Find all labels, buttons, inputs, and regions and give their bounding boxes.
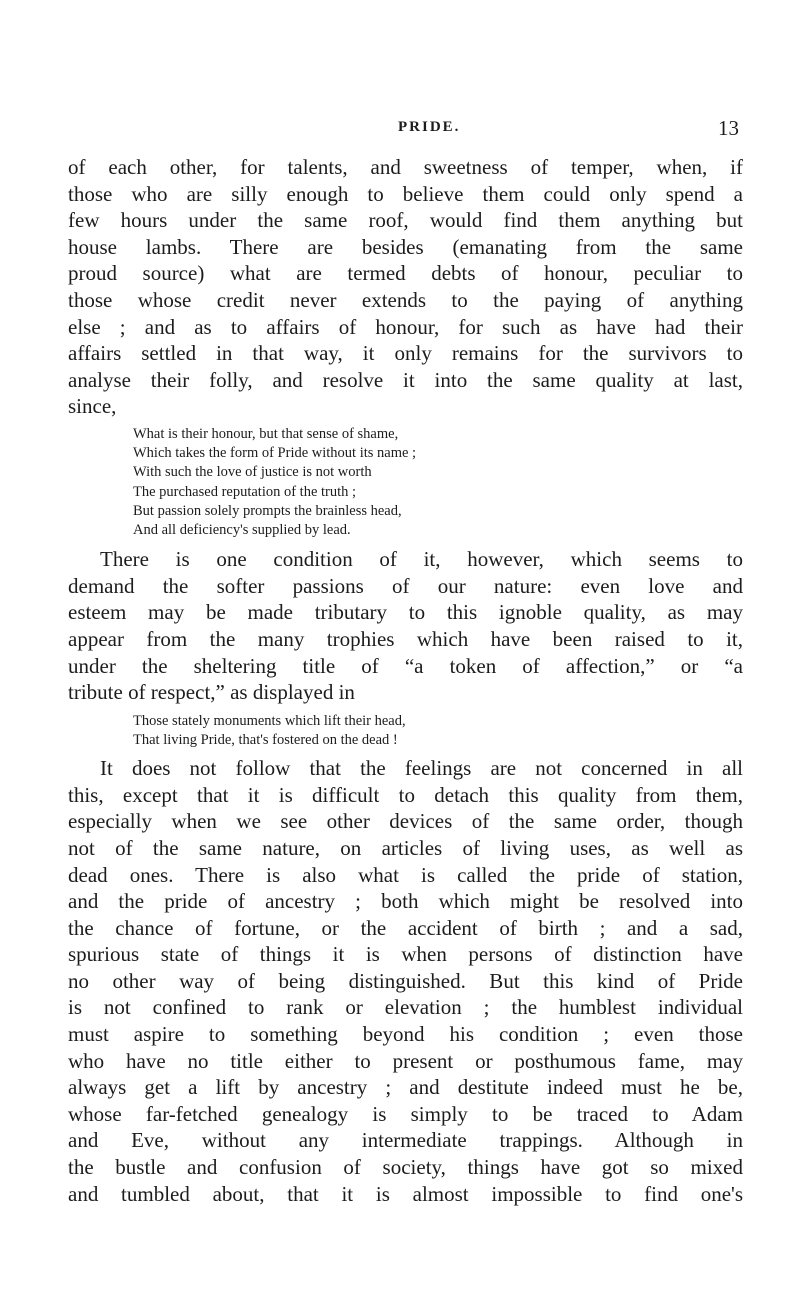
paragraph-2 [68, 546, 743, 706]
verse-quote-2 [68, 712, 743, 750]
text-line: since, [68, 394, 117, 419]
verse-line: With such the love of justice is not worth [133, 464, 372, 481]
text-line: analyse their folly, and resolve it into the same quality at last, [68, 367, 743, 392]
text-line: under the sheltering title of “a token of affection,” or “a [68, 653, 743, 678]
text-line: the chance of fortune, or the accident of birth ; and a sad, [68, 915, 743, 940]
verse-line: Which takes the form of Pride without its name ; [133, 445, 417, 462]
text-line: no other way of being distinguished. But this kind of Pride [68, 968, 743, 993]
text-line: not of the same nature, on articles of living uses, as well as [68, 835, 743, 860]
text-line: who have no title either to present or posthumous fame, may [68, 1048, 743, 1073]
text-line: this, except that it is difficult to detach this quality from them, [68, 782, 743, 807]
text-line: must aspire to something beyond his condition ; even those [68, 1022, 743, 1047]
text-line: and the pride of ancestry ; both which might be resolved into [68, 889, 743, 914]
text-line: whose far-fetched genealogy is simply to be traced to Adam [68, 1101, 743, 1126]
text-line: few hours under the same roof, would find them anything but [68, 208, 743, 233]
text-line: always get a lift by ancestry ; and destitute indeed must he be, [68, 1075, 743, 1100]
verse-line: But passion solely prompts the brainless head, [133, 502, 402, 519]
paragraph-3 [68, 755, 743, 1207]
page-number: 13 [718, 116, 739, 140]
text-line: affairs settled in that way, it only remains for the survivors to [68, 341, 743, 366]
verse-line: The purchased reputation of the truth ; [133, 483, 357, 500]
verse-quote-1 [68, 425, 743, 540]
body-text [68, 154, 743, 1207]
text-line: tribute of respect,” as displayed in [68, 680, 355, 705]
text-line: those who are silly enough to believe them could only spend a [68, 181, 743, 206]
verse-line: Those stately monuments which lift their head, [133, 712, 406, 729]
text-line: and Eve, without any intermediate trappings. Although in [68, 1128, 743, 1153]
running-head [0, 116, 800, 143]
text-line: those whose credit never extends to the paying of anything [68, 287, 743, 312]
text-line: spurious state of things it is when persons of distinction have [68, 942, 743, 967]
paragraph-1 [68, 154, 743, 420]
text-line: else ; and as to affairs of honour, for such as have had their [68, 314, 743, 339]
text-line: proud source) what are termed debts of honour, peculiar to [68, 261, 743, 286]
text-line: demand the softer passions of our nature: even love and [68, 573, 743, 598]
text-line: house lambs. There are besides (emanating from the same [68, 234, 743, 259]
verse-line: And all deficiency's supplied by lead. [133, 521, 351, 538]
text-line: especially when we see other devices of the same order, though [68, 809, 743, 834]
text-line: and tumbled about, that it is almost impossible to find one's [68, 1181, 743, 1206]
text-line: is not confined to rank or elevation ; the humblest individual [68, 995, 743, 1020]
text-line: esteem may be made tributary to this ignoble quality, as may [68, 600, 743, 625]
verse-line: What is their honour, but that sense of shame, [133, 425, 399, 442]
text-line: There is one condition of it, however, which seems to [100, 547, 743, 572]
text-line: appear from the many trophies which have been raised to it, [68, 626, 743, 651]
text-line: of each other, for talents, and sweetness of temper, when, if [68, 155, 743, 179]
text-line: the bustle and confusion of society, things have got so mixed [68, 1155, 743, 1180]
text-line: It does not follow that the feelings are not concerned in all [100, 756, 743, 781]
text-line: dead ones. There is also what is called the pride of station, [68, 862, 743, 887]
running-title: PRIDE. [398, 119, 461, 135]
verse-line: That living Pride, that's fostered on the dead ! [133, 731, 398, 748]
